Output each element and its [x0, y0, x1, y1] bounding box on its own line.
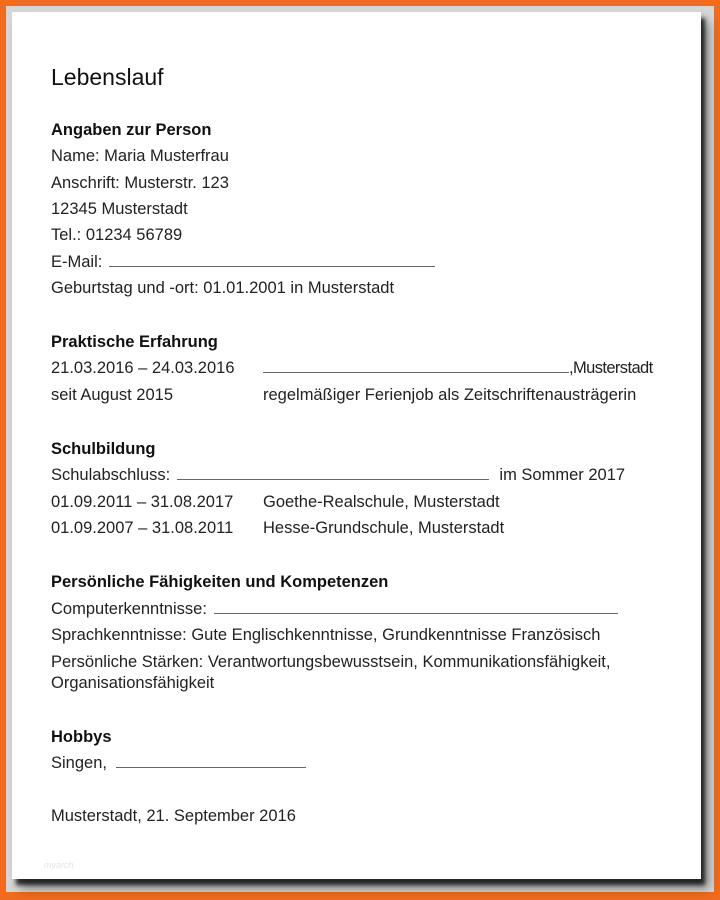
email-blank-line: [109, 252, 435, 267]
education-school: Hesse-Grundschule, Musterstadt: [263, 519, 505, 537]
personal-email-label: E-Mail:: [51, 253, 103, 271]
skills-computer-label: Computerkenntnisse:: [51, 600, 207, 618]
skills-computer-row: [51, 599, 618, 619]
hobbies-text: Singen,: [51, 754, 107, 772]
experience-date: seit August 2015: [51, 386, 174, 404]
experience-date: 21.03.2016 – 24.03.2016: [51, 359, 235, 377]
signature-place-date: Musterstadt, 21. September 2016: [51, 807, 296, 825]
document-frame: [6, 6, 714, 892]
personal-email-row: [51, 252, 435, 272]
hobbies-row: [51, 753, 306, 773]
section-heading-skills: Persönliche Fähigkeiten und Kompetenzen: [51, 573, 389, 591]
skills-strengths-line2: Organisationsfähigkeit: [51, 674, 215, 692]
experience-entry: [51, 385, 691, 405]
experience-blank-line: [263, 358, 569, 373]
personal-birth: Geburtstag und -ort: 01.01.2001 in Musterstadt: [51, 279, 395, 297]
section-heading-hobbies: Hobbys: [51, 728, 112, 746]
education-school: Goethe-Realschule, Musterstadt: [263, 493, 500, 511]
computer-blank-line: [214, 599, 618, 614]
experience-description: ,Musterstadt: [569, 359, 653, 377]
education-entry: [51, 492, 691, 512]
education-degree-label: Schulabschluss:: [51, 466, 171, 484]
section-heading-personal: Angaben zur Person: [51, 121, 212, 139]
education-date: 01.09.2007 – 31.08.2011: [51, 519, 234, 537]
section-heading-experience: Praktische Erfahrung: [51, 333, 218, 351]
document-page: [12, 12, 701, 879]
skills-languages: Sprachkenntnisse: Gute Englischkenntnisse, Grundkenntnisse Französisch: [51, 626, 601, 644]
watermark: myarch: [44, 860, 74, 870]
education-degree-date: im Sommer 2017: [499, 466, 626, 484]
experience-description: regelmäßiger Ferienjob als Zeitschriftenausträgerin: [263, 386, 637, 404]
personal-address-line1: Anschrift: Musterstr. 123: [51, 174, 229, 192]
skills-strengths-line1: Persönliche Stärken: Verantwortungsbewusstsein, Kommunikationsfähigkeit,: [51, 653, 611, 671]
experience-entry: [51, 358, 691, 378]
experience-description-row: [263, 358, 653, 378]
personal-name: Name: Maria Musterfrau: [51, 147, 229, 165]
education-entry: [51, 518, 691, 538]
degree-blank-line: [177, 465, 489, 480]
document-title: Lebenslauf: [51, 64, 164, 90]
education-degree-row: [51, 465, 625, 485]
personal-address-line2: 12345 Musterstadt: [51, 200, 188, 218]
hobbies-blank-line: [116, 753, 306, 768]
personal-phone: Tel.: 01234 56789: [51, 226, 183, 244]
section-heading-education: Schulbildung: [51, 440, 156, 458]
education-date: 01.09.2011 – 31.08.2017: [51, 493, 234, 511]
